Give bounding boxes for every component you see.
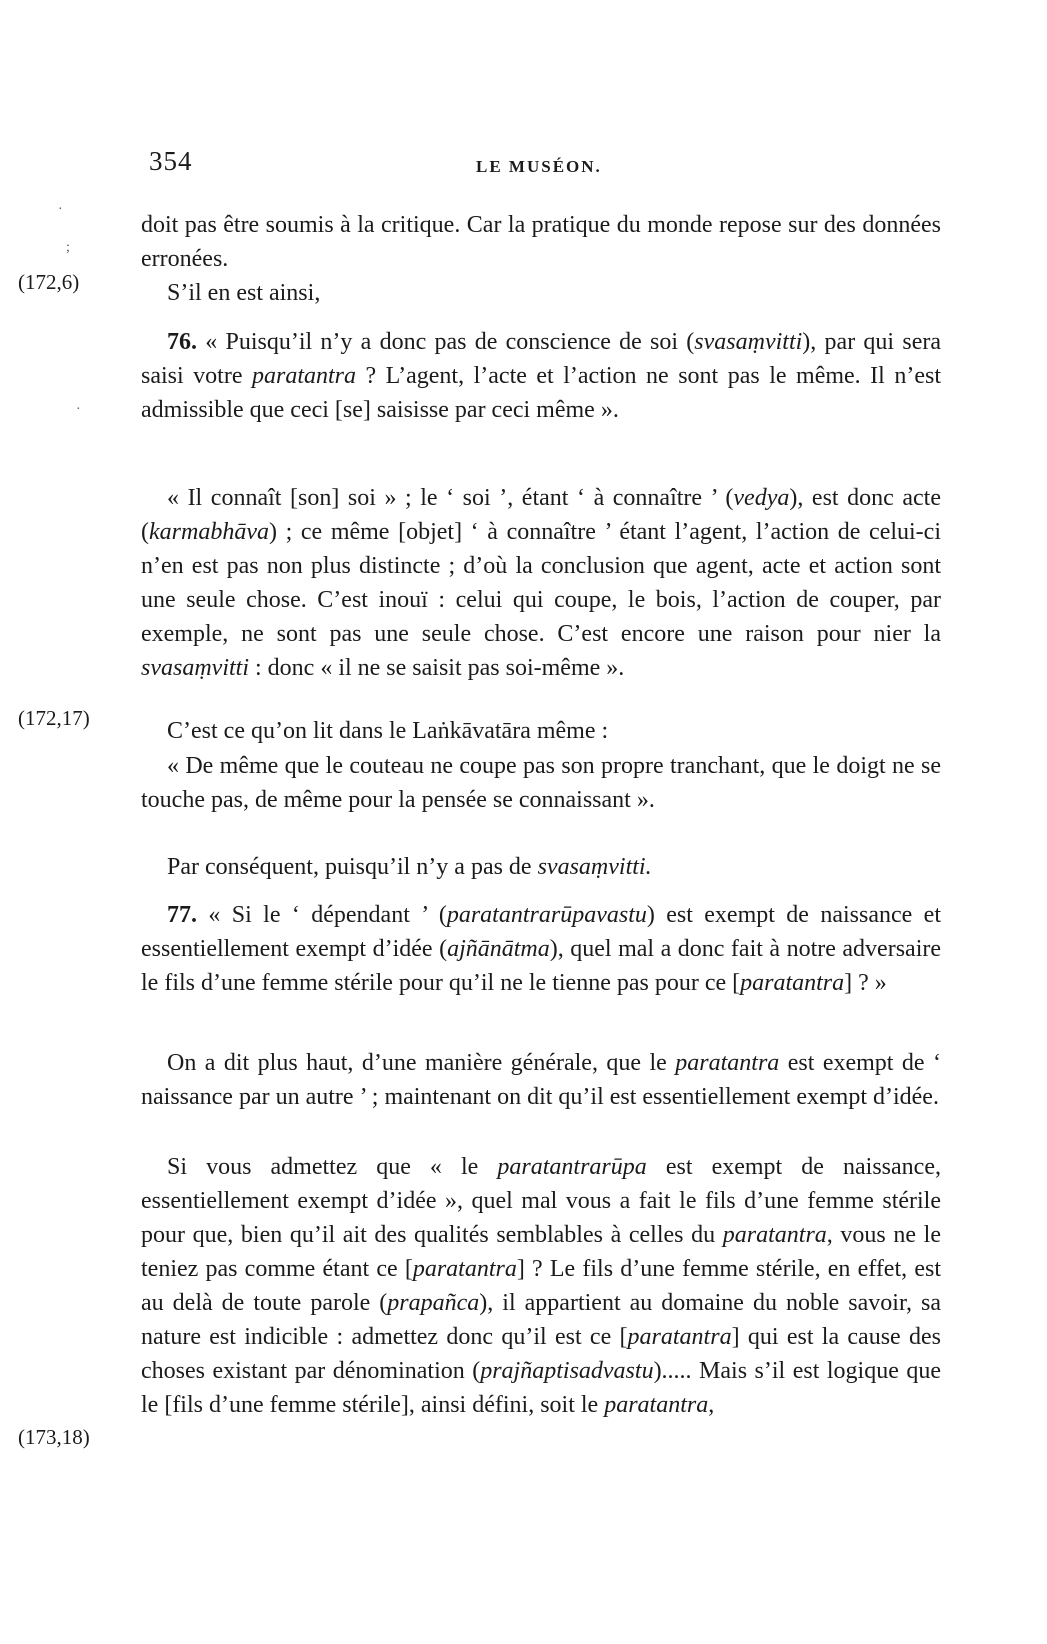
running-head: LE MUSÉON.: [476, 157, 602, 176]
verse-number: 76.: [167, 329, 197, 355]
verse-77: 77. « Si le ‘ dépendant ’ (paratantrarūpavastu) est exempt de naissance et essentiellement exempt d’idée (ajñānātma), quel mal a donc fait à notre adversaire le fils d’une femme stérile pour qu’il ne le tienne pas pour ce [paratantra] ? »: [141, 902, 942, 996]
paragraph-continuation: doit pas être soumis à la critique. Car la pratique du monde repose sur des données erronées.: [141, 212, 941, 272]
commentary-77-a: On a dit plus haut, d’une manière générale, que le paratantra est exempt de ‘ naissance par un autre ’ ; maintenant on dit qu’il est essentiellement exempt d’idée.: [141, 1050, 941, 1110]
margin-speck: ;: [66, 240, 70, 255]
quotation-couteau: « De même que le couteau ne coupe pas son propre tranchant, que le doigt ne se touche pas, de même pour la pensée se connaissant ».: [141, 753, 941, 813]
paragraph-lankavatara: C’est ce qu’on lit dans le Laṅkāvatāra même :: [167, 718, 609, 744]
page-number: 354: [149, 146, 193, 176]
verse-number: 77.: [167, 902, 197, 928]
paragraph-par-consequent: Par conséquent, puisqu’il n’y a pas de svasaṃvitti.: [167, 854, 652, 880]
margin-speck: ·: [58, 202, 63, 217]
verse-76: 76. « Puisqu’il n’y a donc pas de conscience de soi (svasaṃvitti), par qui sera saisi votre paratantra ? L’agent, l’acte et l’action ne sont pas le même. Il n’est admissible que ceci [se] saisisse par ceci même ».: [141, 329, 942, 423]
margin-note-172-17: (172,17): [18, 706, 90, 730]
margin-note-173-18: (173,18): [18, 1425, 90, 1449]
margin-note-172-6: (172,6): [18, 270, 80, 294]
commentary-76: « Il connaît [son] soi » ; le ‘ soi ’, étant ‘ à connaître ’ (vedya), est donc acte (karmabhāva) ; ce même [objet] ‘ à connaître ’ étant l’agent, l’action de celui-ci n’en est pas non plus distincte ; d’où la conclusion que agent, acte et action sont une seule chose. C’est inouï : celui qui coupe, le bois, l’action de couper, par exemple, ne sont pas une seule chose. C’est encore une raison pour nier la svasaṃvitti : donc « il ne se saisit pas soi-même ».: [141, 485, 941, 681]
commentary-77-b: Si vous admettez que « le paratantrarūpa est exempt de naissance, essentiellement exempt d’idée », quel mal vous a fait le fils d’une femme stérile pour que, bien qu’il ait des qualités semblables à celles du paratantra, vous ne le teniez pas comme étant ce [paratantra] ? Le fils d’une femme stérile, en effet, est au delà de toute parole (prapañca), il appartient au domaine du noble savoir, sa nature est indicible : admettez donc qu’il est ce [paratantra] qui est la cause des choses existant par dénomination (prajñaptisadvastu)..... Mais s’il est logique que le [fils d’une femme stérile], ainsi défini, soit le paratantra,: [141, 1154, 941, 1418]
margin-speck: ·: [76, 402, 81, 417]
paragraph-sil-en-est-ainsi: S’il en est ainsi,: [167, 280, 321, 306]
